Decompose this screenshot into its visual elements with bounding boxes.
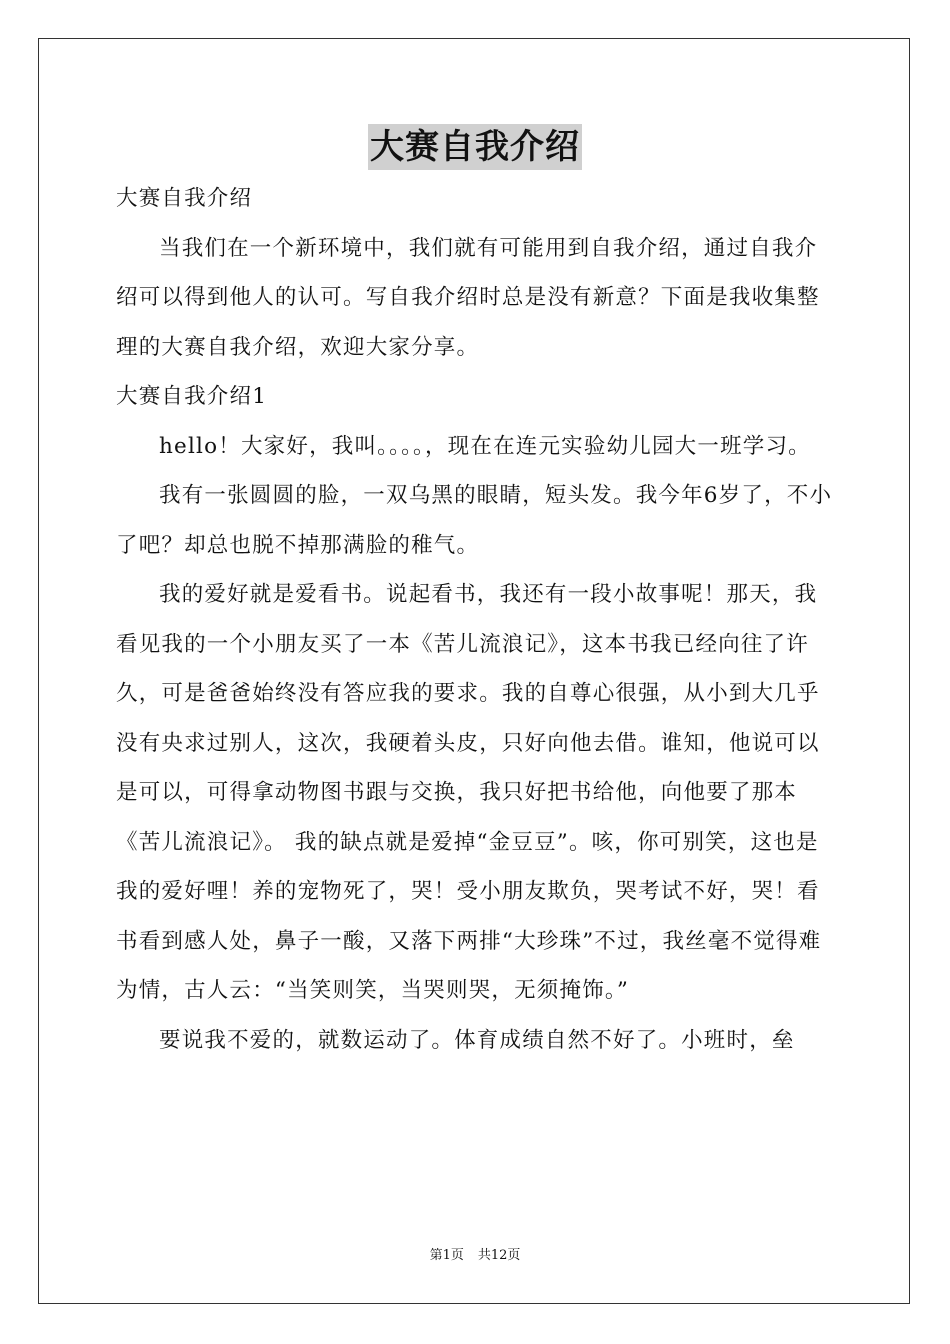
body-paragraph: 我有一张圆圆的脸，一双乌黑的眼睛，短头发。我今年6岁了，不小了吧？却总也脱不掉那满脸的稚气。: [116, 483, 833, 558]
body-paragraph: hello！大家好，我叫。。。。，现在在连元实验幼儿园大一班学习。: [159, 433, 811, 459]
section-heading-1: 大赛自我介绍1: [116, 384, 268, 409]
document-body: [116, 174, 836, 1065]
intro-paragraph: 当我们在一个新环境中，我们就有可能用到自我介绍，通过自我介绍可以得到他人的认可。写自我介绍时总是没有新意？下面是我收集整理的大赛自我介绍，欢迎大家分享。: [116, 235, 820, 360]
title-container: [0, 124, 950, 170]
body-paragraph: 要说我不爱的，就数运动了。体育成绩自然不好了。小班时，垒: [159, 1027, 795, 1053]
page-number: 第1页: [429, 1248, 464, 1263]
page-total: 共12页: [477, 1248, 521, 1263]
section-heading: 大赛自我介绍: [116, 186, 253, 211]
document-title: 大赛自我介绍: [368, 124, 582, 170]
body-paragraph: 我的爱好就是爱看书。说起看书，我还有一段小故事呢！那天，我看见我的一个小朋友买了一本《苦儿流浪记》，这本书我已经向往了许久，可是爸爸始终没有答应我的要求。我的自尊心很强，从小到大几乎没有央求过别人，这次，我硬着头皮，只好向他去借。谁知，他说可以是可以，可得拿动物图书跟与交换，我只好把书给他，向他要了那本《苦儿流浪记》。 我的缺点就是爱掉“金豆豆”。咳，你可别笑，这也是我的爱好哩！养的宠物死了，哭！受小朋友欺负，哭考试不好，哭！看书看到感人处，鼻子一酸，又落下两排“大珍珠”不过，我丝毫不觉得难为情，古人云：“当笑则笑，当哭则哭，无须掩饰。”: [116, 582, 822, 1003]
page-footer: [0, 1247, 950, 1265]
